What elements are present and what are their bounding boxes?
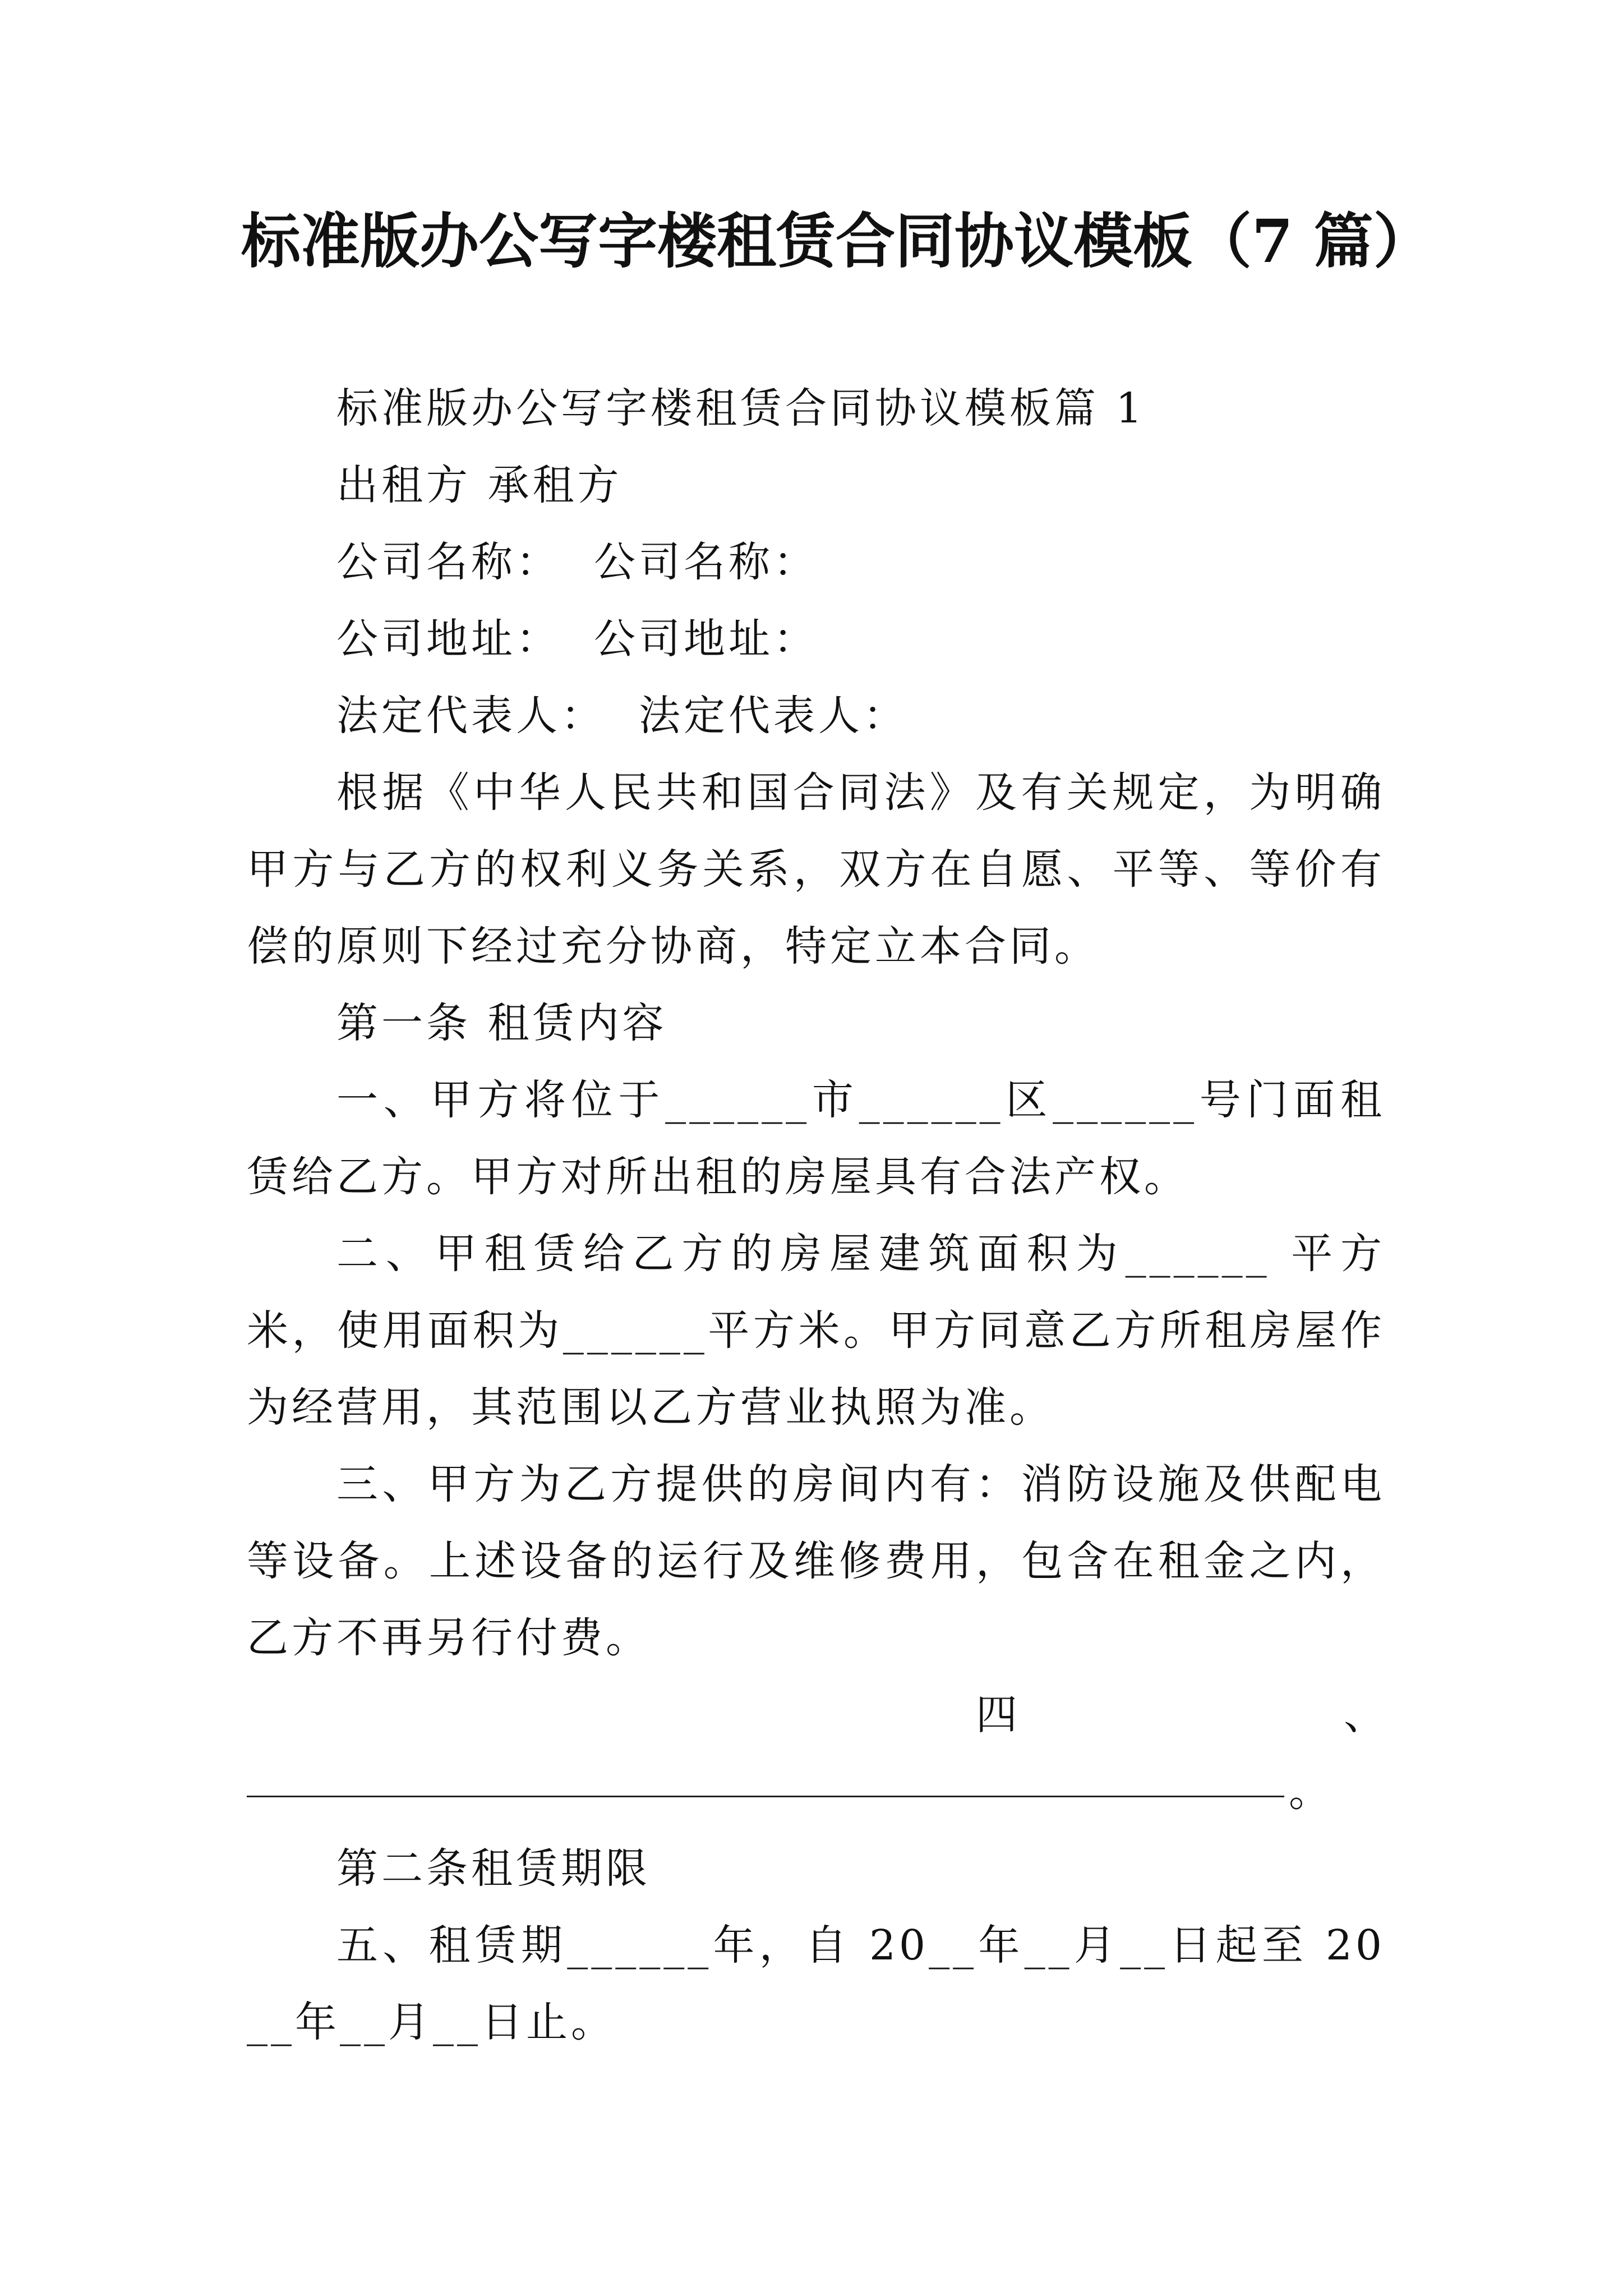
- legal-representative-line: 法定代表人： 法定代表人：: [336, 692, 909, 740]
- clause-four-end: 。: [1289, 1768, 1330, 1816]
- clause-three: 三、甲方为乙方提供的房间内有：消防设施及供配电等设备。上述设备的运行及维修费用，包含在租金之内，乙方不再另行付费。: [247, 1460, 1385, 1662]
- clause-five: 五、租赁期______年，自 20__年__月__日起至 20__年__月__日止。: [247, 1921, 1385, 2046]
- party-labels: 出租方 承租方: [336, 461, 623, 509]
- document-body: [247, 370, 1385, 2061]
- clause-two: 二、甲租赁给乙方的房屋建筑面积为______ 平方米，使用面积为______平方米。甲方同意乙方所租房屋作为经营用，其范围以乙方营业执照为准。: [247, 1230, 1385, 1432]
- company-name-line: 公司名称： 公司名称：: [336, 538, 819, 586]
- article-two-heading: 第二条租赁期限: [336, 1844, 651, 1893]
- clause-four-blank-line: [247, 1796, 1284, 1797]
- clause-four-number: 四: [976, 1691, 1017, 1739]
- preamble-paragraph: 根据《中华人民共和国合同法》及有关规定，为明确甲方与乙方的权利义务关系，双方在自愿、平等、等价有偿的原则下经过充分协商，特定立本合同。: [247, 769, 1385, 970]
- document-title: 标准版办公写字楼租赁合同协议模板（7 篇）: [241, 206, 1433, 276]
- section-heading: 标准版办公写字楼租赁合同协议模板篇 1: [336, 384, 1146, 432]
- clause-one: 一、甲方将位于______市______区______号门面租赁给乙方。甲方对所出租的房屋具有合法产权。: [247, 1076, 1385, 1201]
- clause-four: [247, 1677, 1385, 1830]
- company-address-line: 公司地址： 公司地址：: [336, 615, 819, 663]
- clause-four-separator: 、: [1344, 1691, 1385, 1739]
- article-one-heading: 第一条 租赁内容: [336, 999, 667, 1047]
